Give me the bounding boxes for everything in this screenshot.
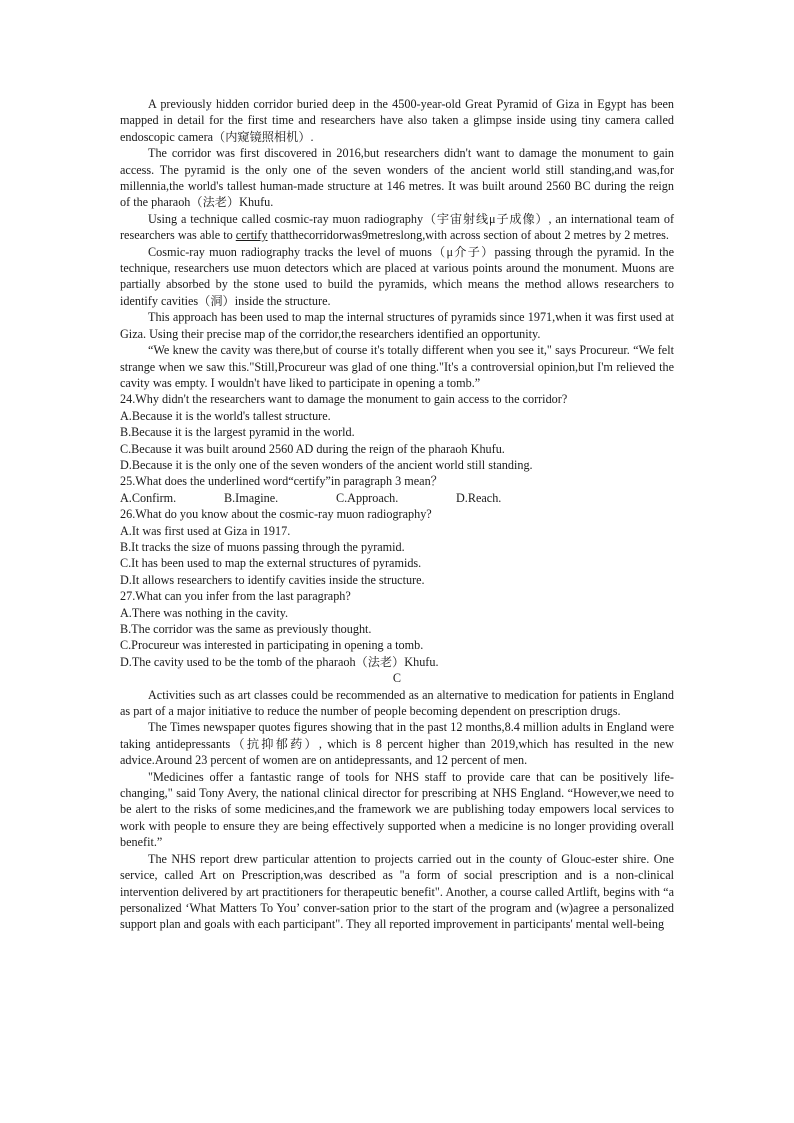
question-26-option-a[interactable]: A.It was first used at Giza in 1917. xyxy=(120,523,291,538)
underlined-word-certify: certify xyxy=(235,228,268,243)
passage-paragraph-3 xyxy=(120,211,674,244)
question-26-stem: 26.What do you know about the cosmic-ray muon radiography? xyxy=(120,507,432,522)
question-25-option-c[interactable]: C.Approach. xyxy=(336,490,399,505)
paragraph-3-before: Using a technique called cosmic-ray muon radiography（宇宙射线μ子成像）, an international team of researchers was able to xyxy=(120,211,674,243)
passage-paragraph-6: “We knew the cavity was there,but of course it's totally different when you see it," says Procureur. “We felt strange when we saw this."Still,Procureur was glad of one thing."It's a controversial opinion,but I'm relieved the cavity was empty. I wouldn't have liked to participate in opening a tomb.” xyxy=(120,343,674,390)
question-25-stem: 25.What does the underlined word“certify”in paragraph 3 mean？ xyxy=(120,474,443,489)
document-page xyxy=(120,96,674,933)
section-c-paragraph-4: The NHS report drew particular attention to projects carried out in the county of Glouc-ester shire. One service, called Art on Prescription,was described as "a form of social prescription and is a non-clinical intervention delivered by art practitioners for therapeutic benefit". Another, a course called Artlift, begins with “a personalized ‘What Matters To You’ conver-sation prior to the start of the program and (w)agree a personalized support plan and goals with each participant". They all reported improvement in participants' mental well-being xyxy=(120,851,674,932)
question-25-option-d[interactable]: D.Reach. xyxy=(456,490,502,505)
question-25-option-a[interactable]: A.Confirm. xyxy=(120,490,177,505)
question-24-stem: 24.Why didn't the researchers want to damage the monument to gain access to the corridor? xyxy=(120,392,568,407)
paragraph-3-after: thatthecorridorwas9metreslong,with across section of about 2 metres by 2 metres. xyxy=(267,228,669,243)
question-24-option-a[interactable]: A.Because it is the world's tallest structure. xyxy=(120,408,331,423)
question-27-stem: 27.What can you infer from the last paragraph? xyxy=(120,589,351,604)
passage-paragraph-4: Cosmic-ray muon radiography tracks the level of muons（μ介子）passing through the pyramid. In the technique, researchers use muon detectors which are placed at various points around the monument. Muons are partially absorbed by the stone used to build the pyramids, which means the method allows researchers to identify cavities（洞）inside the structure. xyxy=(120,244,674,308)
passage-paragraph-2: The corridor was first discovered in 2016,but researchers didn't want to damage the monument to gain access. The pyramid is the only one of the seven wonders of the ancient world still standing,and was,for millennia,the world's tallest human-made structure at 146 metres. It was built around 2560 BC during the reign of the pharaoh（法老）Khufu. xyxy=(120,146,674,210)
passage-paragraph-1: A previously hidden corridor buried deep in the 4500-year-old Great Pyramid of Giza in Egypt has been mapped in detail for the first time and researchers have also taken a glimpse inside using tiny camera called endoscopic camera（内窥镜照相机）. xyxy=(120,97,674,144)
section-c-paragraph-2: The Times newspaper quotes figures showing that in the past 12 months,8.4 million adults in England were taking antidepressants（抗抑郁药）, which is 8 percent higher than 2019,which has resulted in the new advice.Around 23 percent of women are on antidepressants, and 12 percent of men. xyxy=(120,720,674,768)
question-27-option-a[interactable]: A.There was nothing in the cavity. xyxy=(120,605,289,620)
section-c-paragraph-3: "Medicines offer a fantastic range of tools for NHS staff to provide care that can be positively life-changing," said Tony Avery, the national clinical director for prescribing at NHS England. “However,we need to be alert to the risks of some medicines,and the framework we are publishing today empowers local services to work with people to ensure they are being effectively supported when a medicine is no longer providing overall benefit.” xyxy=(120,769,674,850)
question-27-option-b[interactable]: B.The corridor was the same as previously thought. xyxy=(120,622,372,636)
question-24-option-b[interactable]: B.Because it is the largest pyramid in the world. xyxy=(120,425,355,440)
passage-paragraph-5: This approach has been used to map the internal structures of pyramids since 1971,when it was first used at Giza. Using their precise map of the corridor,the researchers identified an opportunity. xyxy=(120,310,674,341)
question-24-option-c[interactable]: C.Because it was built around 2560 AD during the reign of the pharaoh Khufu. xyxy=(120,441,505,456)
question-27-option-c[interactable]: C.Procureur was interested in participating in opening a tomb. xyxy=(120,638,424,653)
question-27-option-d[interactable]: D.The cavity used to be the tomb of the pharaoh（法老）Khufu. xyxy=(120,654,439,669)
section-c-heading: C xyxy=(392,671,402,686)
question-26-option-d[interactable]: D.It allows researchers to identify cavities inside the structure. xyxy=(120,572,425,587)
section-c-paragraph-1: Activities such as art classes could be recommended as an alternative to medication for patients in England as part of a major initiative to reduce the number of people becoming dependent on prescription drugs. xyxy=(120,687,674,719)
question-25-options xyxy=(120,490,674,506)
question-25-option-b[interactable]: B.Imagine. xyxy=(224,490,279,505)
question-24-option-d[interactable]: D.Because it is the only one of the seven wonders of the ancient world still standing. xyxy=(120,457,533,472)
question-26-option-c[interactable]: C.It has been used to map the external structures of pyramids. xyxy=(120,556,422,571)
question-26-option-b[interactable]: B.It tracks the size of muons passing through the pyramid. xyxy=(120,539,405,554)
